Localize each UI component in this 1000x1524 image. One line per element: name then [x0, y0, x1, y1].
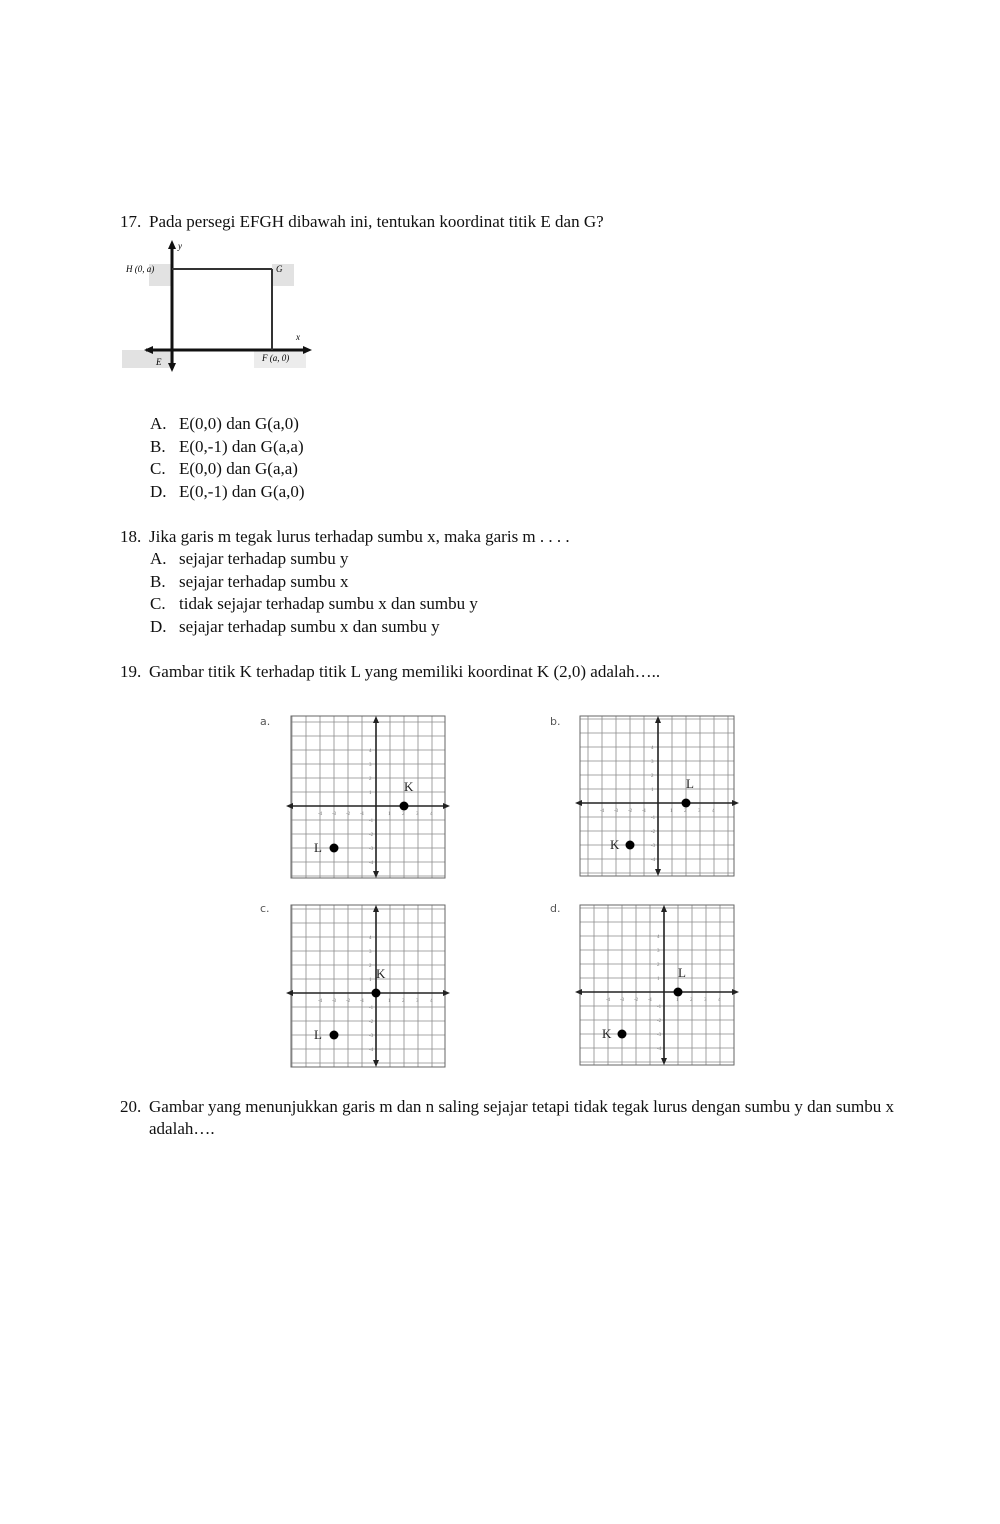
x-axis-arrow	[732, 800, 739, 806]
question-text: Gambar titik K terhadap titik L yang memiliki koordinat K (2,0) adalah…..	[149, 662, 661, 681]
tick-label: 4	[369, 936, 372, 941]
option-c[interactable]: C. tidak sejajar terhadap sumbu x dan sumbu y	[150, 594, 478, 613]
tick-label: 1	[369, 978, 372, 983]
tick-label: -2	[628, 809, 633, 814]
tick-label: 1	[388, 812, 391, 817]
tick-label: 2	[369, 964, 372, 969]
question-text: Jika garis m tegak lurus terhadap sumbu x, maka garis m . . . .	[149, 527, 570, 546]
tick-label: -3	[614, 809, 619, 814]
tick-label: -1	[360, 999, 365, 1004]
tick-label: 3	[704, 998, 707, 1003]
tick-label: 4	[718, 998, 721, 1003]
square-efgh-figure	[122, 238, 318, 374]
point-label-k: K	[610, 837, 620, 852]
tick-label: -3	[657, 1033, 662, 1038]
option-a[interactable]: A. E(0,0) dan G(a,0)	[150, 414, 299, 433]
x-axis-arrow	[443, 803, 450, 809]
y-axis-arrow	[373, 905, 379, 912]
tick-label: 4	[712, 809, 715, 814]
tick-label: -4	[657, 1047, 662, 1052]
tick-label: -1	[369, 1006, 374, 1011]
tick-label: 2	[657, 963, 660, 968]
label-h: H (0, a)	[126, 264, 155, 274]
point-k	[400, 802, 409, 811]
tick-label: 2	[690, 998, 693, 1003]
option-b[interactable]: B. sejajar terhadap sumbu x	[150, 571, 349, 591]
tick-label: 1	[657, 977, 660, 982]
tick-label: 3	[698, 809, 701, 814]
point-label-k: K	[376, 966, 386, 981]
tick-label: 1	[369, 791, 372, 796]
option-c[interactable]: C. E(0,0) dan G(a,a)	[150, 459, 298, 478]
tick-label: 3	[657, 949, 660, 954]
tick-label: -4	[318, 999, 323, 1004]
grid-lines	[291, 905, 445, 1067]
question-number: 18.	[120, 527, 142, 546]
y-axis-arrow	[661, 905, 667, 912]
point-l	[330, 1031, 339, 1040]
question-20	[120, 1096, 149, 1118]
label-f: F (a, 0)	[262, 353, 290, 363]
tick-label: -3	[369, 1034, 374, 1039]
graph-option-a[interactable]	[255, 713, 455, 883]
tick-label: -1	[642, 809, 647, 814]
tick-label: 3	[369, 763, 372, 768]
point-label-l: L	[678, 965, 686, 980]
graph-option-b[interactable]	[545, 713, 745, 883]
tick-label: -2	[369, 1020, 374, 1025]
tick-label: 3	[651, 760, 654, 765]
tick-label: -1	[648, 998, 653, 1003]
y-axis-arrow	[661, 1058, 667, 1065]
option-d[interactable]: D. E(0,-1) dan G(a,0)	[150, 481, 305, 501]
x-axis-arrow	[443, 990, 450, 996]
tick-label: -4	[606, 998, 611, 1003]
question-number: 19.	[120, 662, 142, 681]
question-17-options	[150, 413, 305, 503]
tick-label: 2	[684, 809, 687, 814]
grid-lines	[580, 905, 734, 1065]
option-a[interactable]: A. sejajar terhadap sumbu y	[150, 549, 349, 568]
y-axis-arrow	[655, 869, 661, 876]
tick-label: -4	[600, 809, 605, 814]
tick-label: -2	[634, 998, 639, 1003]
tick-label: -3	[369, 847, 374, 852]
tick-label: 4	[657, 935, 660, 940]
tick-label: -1	[651, 816, 656, 821]
option-b[interactable]: B. E(0,-1) dan G(a,a)	[150, 436, 304, 456]
question-number: 20.	[120, 1097, 142, 1116]
point-l	[682, 799, 691, 808]
question-number: 17.	[120, 212, 142, 231]
option-d[interactable]: D. sejajar terhadap sumbu x dan sumbu y	[150, 616, 440, 636]
tick-label: 2	[651, 774, 654, 779]
point-label-l: L	[314, 840, 322, 855]
label-g: G	[276, 264, 283, 274]
tick-label: 2	[369, 777, 372, 782]
point-label-l: L	[686, 776, 694, 791]
tick-label: 4	[651, 746, 654, 751]
point-label-k: K	[404, 779, 414, 794]
tick-label: -3	[332, 999, 337, 1004]
x-axis-arrow	[732, 989, 739, 995]
tick-label: 4	[430, 812, 433, 817]
y-axis-arrow	[373, 716, 379, 723]
graph-label: d.	[550, 902, 561, 915]
graph-label: a.	[260, 715, 271, 728]
point-label-k: K	[602, 1026, 612, 1041]
question-19	[120, 661, 660, 683]
x-axis-arrow	[286, 990, 293, 996]
tick-label: -3	[651, 844, 656, 849]
question-18-options	[150, 548, 478, 638]
tick-label: -4	[651, 858, 656, 863]
grid-lines	[580, 716, 734, 876]
point-k	[626, 841, 635, 850]
tick-label: -1	[657, 1005, 662, 1010]
tick-label: 1	[676, 998, 679, 1003]
point-l	[330, 844, 339, 853]
question-text: Pada persegi EFGH dibawah ini, tentukan koordinat titik E dan G?	[149, 212, 604, 231]
label-x: x	[296, 332, 300, 342]
x-axis-arrow	[286, 803, 293, 809]
graph-label: b.	[550, 715, 561, 728]
tick-label: 4	[430, 999, 433, 1004]
x-axis-arrow	[575, 989, 582, 995]
y-axis-arrow	[373, 871, 379, 878]
tick-label: -4	[318, 812, 323, 817]
tick-label: 3	[369, 950, 372, 955]
tick-label: 1	[651, 788, 654, 793]
tick-label: 2	[402, 999, 405, 1004]
graph-option-c[interactable]	[255, 900, 455, 1070]
tick-label: -2	[346, 999, 351, 1004]
tick-label: 4	[369, 749, 372, 754]
tick-label: -2	[369, 833, 374, 838]
label-y: y	[178, 241, 182, 251]
tick-label: -2	[346, 812, 351, 817]
tick-label: -4	[369, 1048, 374, 1053]
tick-label: -4	[369, 861, 374, 866]
tick-label: 1	[388, 999, 391, 1004]
question-text: Gambar yang menunjukkan garis m dan n saling sejajar tetapi tidak tegak lurus dengan sumbu y dan sumbu x adalah….	[149, 1097, 894, 1138]
x-axis-arrow	[575, 800, 582, 806]
point-label-l: L	[314, 1027, 322, 1042]
point-k	[618, 1030, 627, 1039]
point-k	[372, 989, 381, 998]
question-17	[120, 211, 604, 233]
tick-label: -1	[360, 812, 365, 817]
tick-label: 3	[416, 812, 419, 817]
tick-label: 1	[670, 809, 673, 814]
label-e: E	[156, 357, 162, 367]
tick-label: -3	[620, 998, 625, 1003]
tick-label: -2	[651, 830, 656, 835]
question-18	[120, 526, 570, 548]
y-axis-arrow	[373, 1060, 379, 1067]
point-l	[674, 988, 683, 997]
tick-label: -2	[657, 1019, 662, 1024]
tick-label: 3	[416, 999, 419, 1004]
y-axis-arrow	[655, 716, 661, 723]
graph-option-d[interactable]	[545, 900, 745, 1070]
graph-label: c.	[260, 902, 270, 915]
tick-label: 2	[402, 812, 405, 817]
tick-label: -3	[332, 812, 337, 817]
tick-label: -1	[369, 819, 374, 824]
